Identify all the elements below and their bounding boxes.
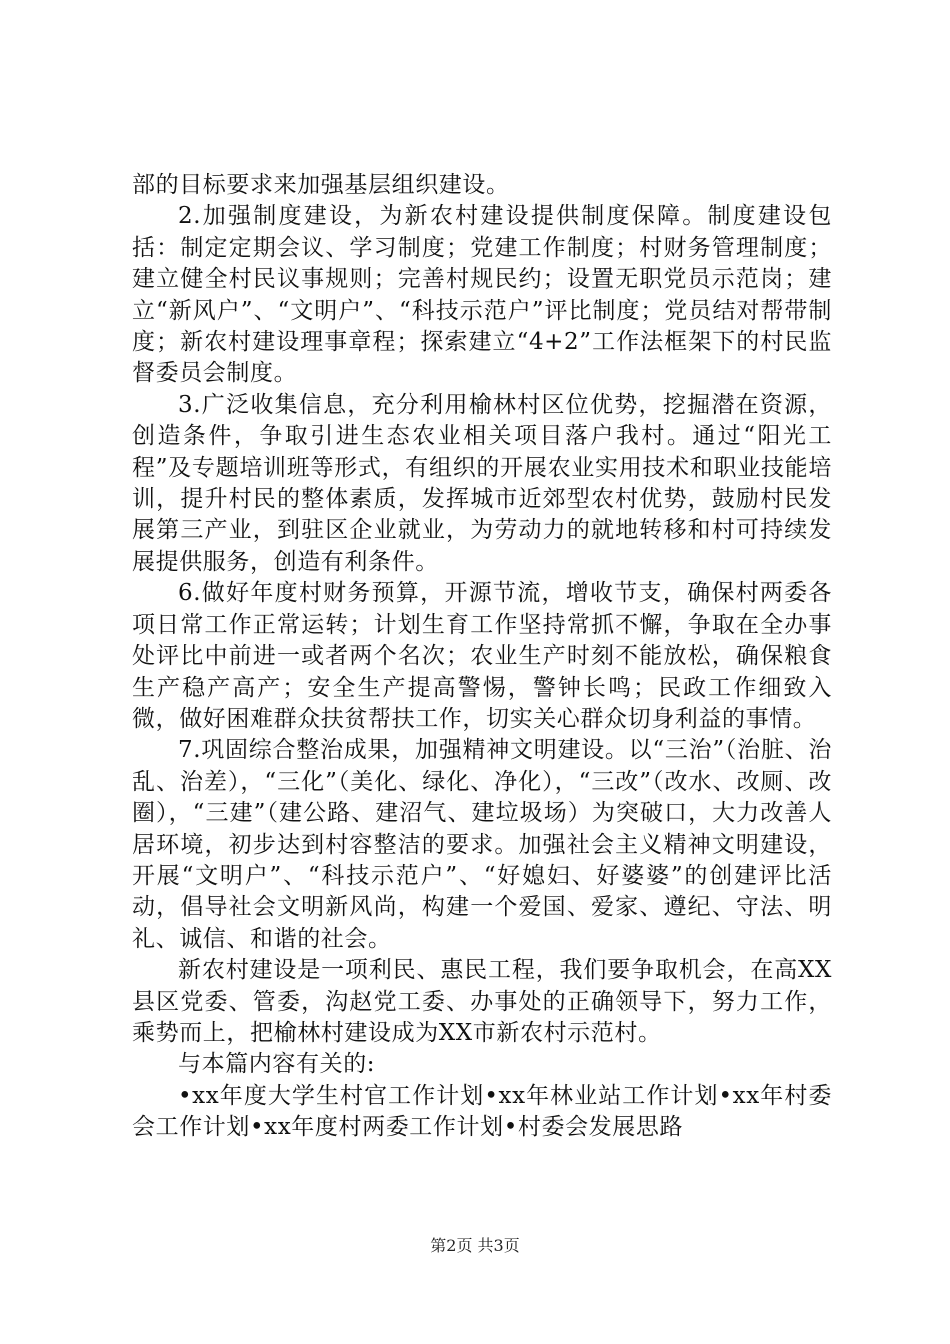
related-links[interactable]: •xx年度大学生村官工作计划•xx年林业站工作计划•xx年村委会工作计划•xx年度村两委工作计划•村委会发展思路 [132, 1082, 832, 1141]
paragraph-item-6: 6.做好年度村财务预算，开源节流，增收节支，确保村两委各项日常工作正常运转；计划生育工作坚持常抓不懈，争取在全办事处评比中前进一或者两个名次；农业生产时刻不能放松，确保粮食生产稳产高产；安全生产提高警惕，警钟长鸣；民政工作细致入微，做好困难群众扶贫帮扶工作，切实关心群众切身利益的事情。 [132, 580, 832, 732]
paragraph-item-7: 7.巩固综合整治成果，加强精神文明建设。以“三治”（治脏、治乱、治差），“三化”（美化、绿化、净化），“三改”（改水、改厕、改圈），“三建”（建公路、建沼气、建垃圾场）为突破口，大力改善人居环境，初步达到村容整洁的要求。加强社会主义精神文明建设，开展“文明户”、“科技示范户”、“好媳妇、好婆婆”的创建评比活动，倡导社会文明新风尚，构建一个爱国、爱家、遵纪、守法、明礼、诚信、和谐的社会。 [132, 737, 832, 952]
page-footer: 第2页 共3页 [430, 1236, 520, 1255]
paragraph-item-2: 2.加强制度建设，为新农村建设提供制度保障。制度建设包括：制定定期会议、学习制度；党建工作制度；村财务管理制度；建立健全村民议事规则；完善村规民约；设置无职党员示范岗；建立“新风户”、“文明户”、“科技示范户”评比制度；党员结对帮带制度；新农村建设理事章程；探索建立“4+2”工作法框架下的村民监督委员会制度。 [132, 203, 832, 387]
related-heading: 与本篇内容有关的: [178, 1051, 376, 1078]
paragraph-item-3: 3.广泛收集信息，充分利用榆林村区位优势，挖掘潜在资源，创造条件，争取引进生态农业相关项目落户我村。通过“阳光工程”及专题培训班等形式，有组织的开展农业实用技术和职业技能培训，提升村民的整体素质，发挥城市近郊型农村优势，鼓励村民发展第三产业，到驻区企业就业，为劳动力的就地转移和村可持续发展提供服务，创造有利条件。 [132, 391, 832, 575]
paragraph-conclusion: 新农村建设是一项利民、惠民工程，我们要争取机会，在高XX县区党委、管委，沟赵党工委、办事处的正确领导下，努力工作，乘势而上，把榆林村建设成为XX市新农村示范村。 [132, 957, 832, 1046]
document-body [132, 170, 832, 1144]
paragraph-continuation: 部的目标要求来加强基层组织建设。 [132, 172, 510, 198]
